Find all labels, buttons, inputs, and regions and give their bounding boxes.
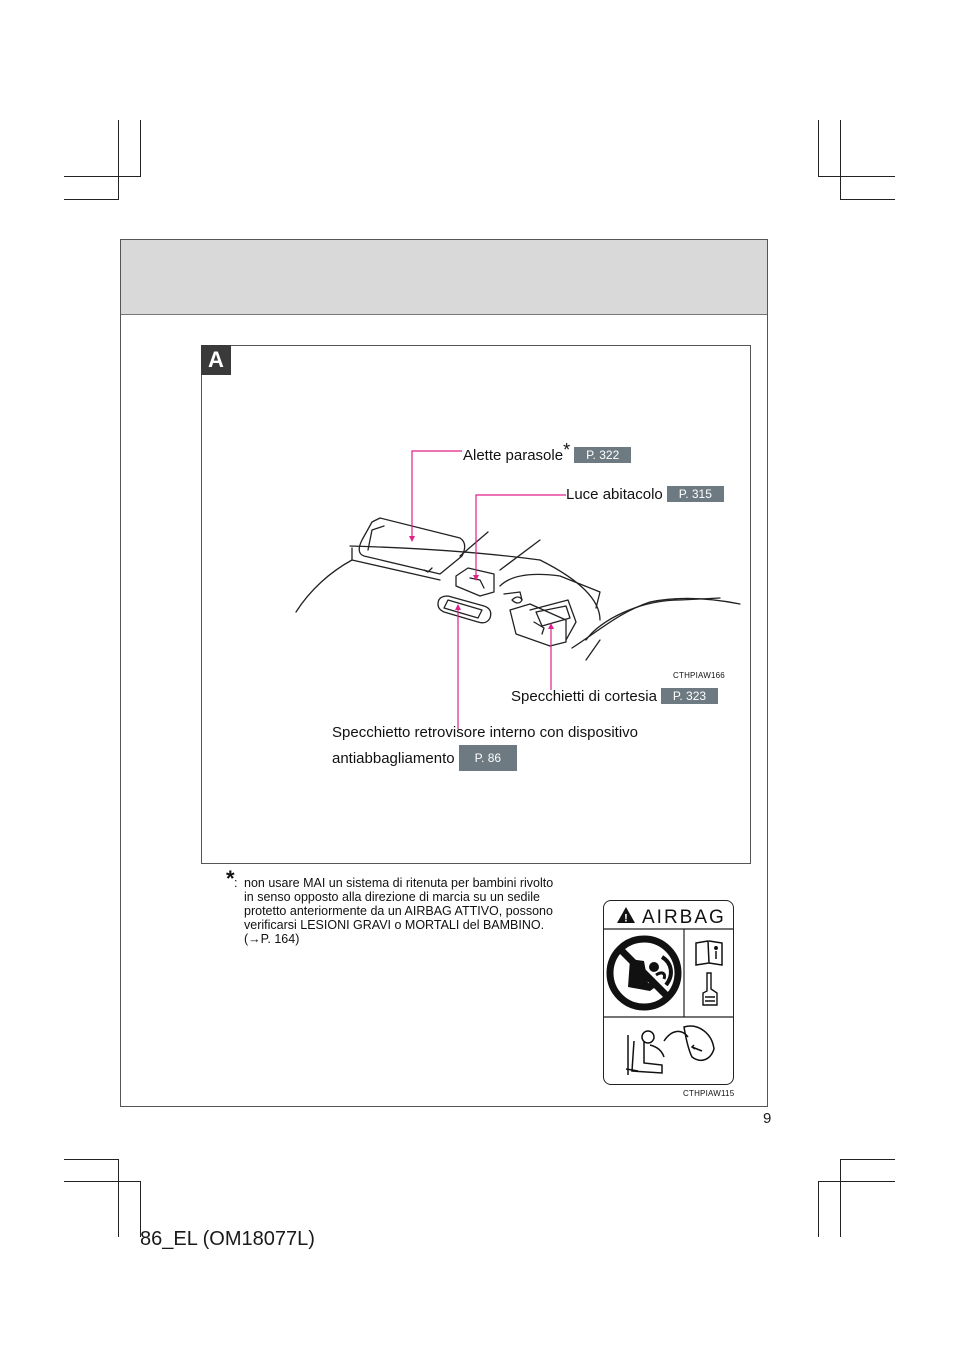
callout-label: Specchietto retrovisore interno con dispositivo: [332, 724, 638, 741]
footnote-line: non usare MAI un sistema di ritenuta per bambini rivolto: [244, 876, 554, 890]
image-code: CTHPIAW115: [683, 1089, 735, 1098]
footnote: [226, 866, 596, 946]
footnote-line: (→P. 164): [244, 932, 300, 946]
page-ref-badge[interactable]: P. 86: [459, 745, 517, 771]
page-number: 9: [763, 1110, 772, 1127]
footnote-marker: *: [226, 866, 235, 891]
callout-rearview-mirror: [332, 721, 638, 771]
document-code: 86_EL (OM18077L): [140, 1228, 315, 1250]
pointing-hand-icon: [703, 973, 717, 1005]
page-ref-badge[interactable]: P. 322: [574, 447, 631, 463]
footnote-line: protetto anteriormente da un AIRBAG ATTIVO, possono: [244, 904, 553, 918]
callout-interior-light: [566, 486, 724, 503]
airbag-deployment-icon: [626, 1026, 714, 1075]
footnote-line: in senso opposto alla direzione di marcia su un sedile: [244, 890, 541, 904]
no-rear-facing-child-seat-icon: [610, 939, 678, 1007]
airbag-title: AIRBAG: [642, 907, 726, 928]
callout-vanity-mirrors: [511, 688, 718, 705]
footnote-line: verificarsi LESIONI GRAVI o MORTALI del BAMBINO.: [244, 918, 545, 932]
airbag-warning-label: [603, 900, 734, 1085]
callout-label: Specchietti di cortesia: [511, 688, 657, 705]
callout-sun-visor: [463, 440, 631, 464]
callout-label: Alette parasole: [463, 447, 564, 464]
page-ref-badge[interactable]: P. 323: [661, 688, 718, 704]
section-tag: A: [201, 345, 231, 375]
warning-glyph: !: [624, 912, 628, 925]
callout-label: Luce abitacolo: [566, 486, 663, 503]
manual-book-icon: [696, 941, 722, 965]
footnote-separator: :: [234, 876, 238, 890]
image-code: CTHPIAW166: [673, 671, 725, 680]
page-ref-badge[interactable]: P. 315: [667, 486, 724, 502]
asterisk-mark: *: [563, 440, 571, 460]
callout-label: antiabbagliamento: [332, 750, 455, 767]
